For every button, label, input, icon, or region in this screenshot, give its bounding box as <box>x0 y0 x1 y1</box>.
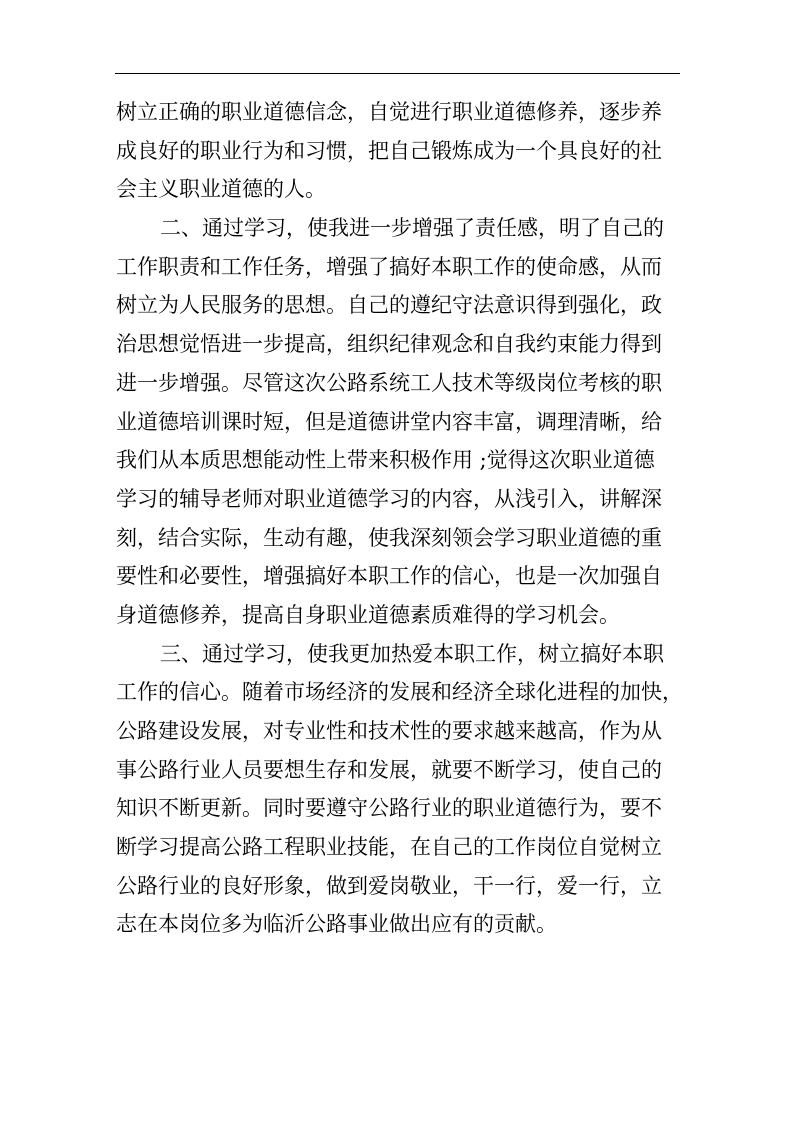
text-line: 要性和必要性，增强搞好本职工作的信心，也是一次加强自 <box>116 564 662 589</box>
text-line: 事公路行业人员要想生存和发展，就要不断学习，使自己的 <box>116 757 662 782</box>
text-line: 治思想觉悟进一步提高，组织纪律观念和自我约束能力得到 <box>116 332 662 357</box>
text-line: 二、通过学习，使我进一步增强了责任感，明了自己的 <box>160 216 664 241</box>
text-line: 志在本岗位多为临沂公路事业做出应有的贡献。 <box>116 912 557 937</box>
paragraph-3 <box>116 635 683 945</box>
document-body <box>116 93 683 944</box>
text-line: 公路建设发展，对专业性和技术性的要求越来越高，作为从 <box>116 719 662 743</box>
text-line: 学习的辅导老师对职业道德学习的内容，从浅引入，讲解深 <box>116 486 662 511</box>
text-line: 工作职责和工作任务，增强了搞好本职工作的使命感，从而 <box>116 254 662 279</box>
paragraph-1 <box>116 93 676 209</box>
text-line: 三、通过学习，使我更加热爱本职工作，树立搞好本职 <box>160 641 664 666</box>
text-line: 业道德培训课时短，但是道德讲堂内容丰富，调理清晰，给 <box>116 409 662 434</box>
text-line: 知识不断更新。同时要遵守公路行业的职业道德行为，要不 <box>116 796 662 821</box>
text-line: 刻，结合实际，生动有趣，使我深刻领会学习职业道德的重 <box>116 525 662 550</box>
text-line: 进一步增强。尽管这次公路系统工人技术等级岗位考核的职 <box>116 370 662 395</box>
text-line: 树立正确的职业道德信念，自觉进行职业道德修养，逐步养 <box>116 100 662 124</box>
text-line: 工作的信心。随着市场经济的发展和经济全球化进程的加快， <box>116 680 683 705</box>
text-line: 身道德修养，提高自身职业道德素质难得的学习机会。 <box>116 602 620 627</box>
text-line: 断学习提高公路工程职业技能，在自己的工作岗位自觉树立 <box>116 835 662 860</box>
text-line: 成良好的职业行为和习惯，把自己锻炼成为一个具良好的社 <box>116 138 662 163</box>
header-rule <box>115 73 680 74</box>
text-line: 会主义职业道德的人。 <box>116 177 326 202</box>
text-line: 公路行业的良好形象，做到爱岗敬业，干一行，爱一行，立 <box>116 873 662 898</box>
text-line: 树立为人民服务的思想。自己的遵纪守法意识得到强化，政 <box>116 293 662 318</box>
paragraph-2 <box>116 209 676 635</box>
text-line: 我们从本质思想能动性上带来积极作用 ;觉得这次职业道德 <box>116 448 655 473</box>
